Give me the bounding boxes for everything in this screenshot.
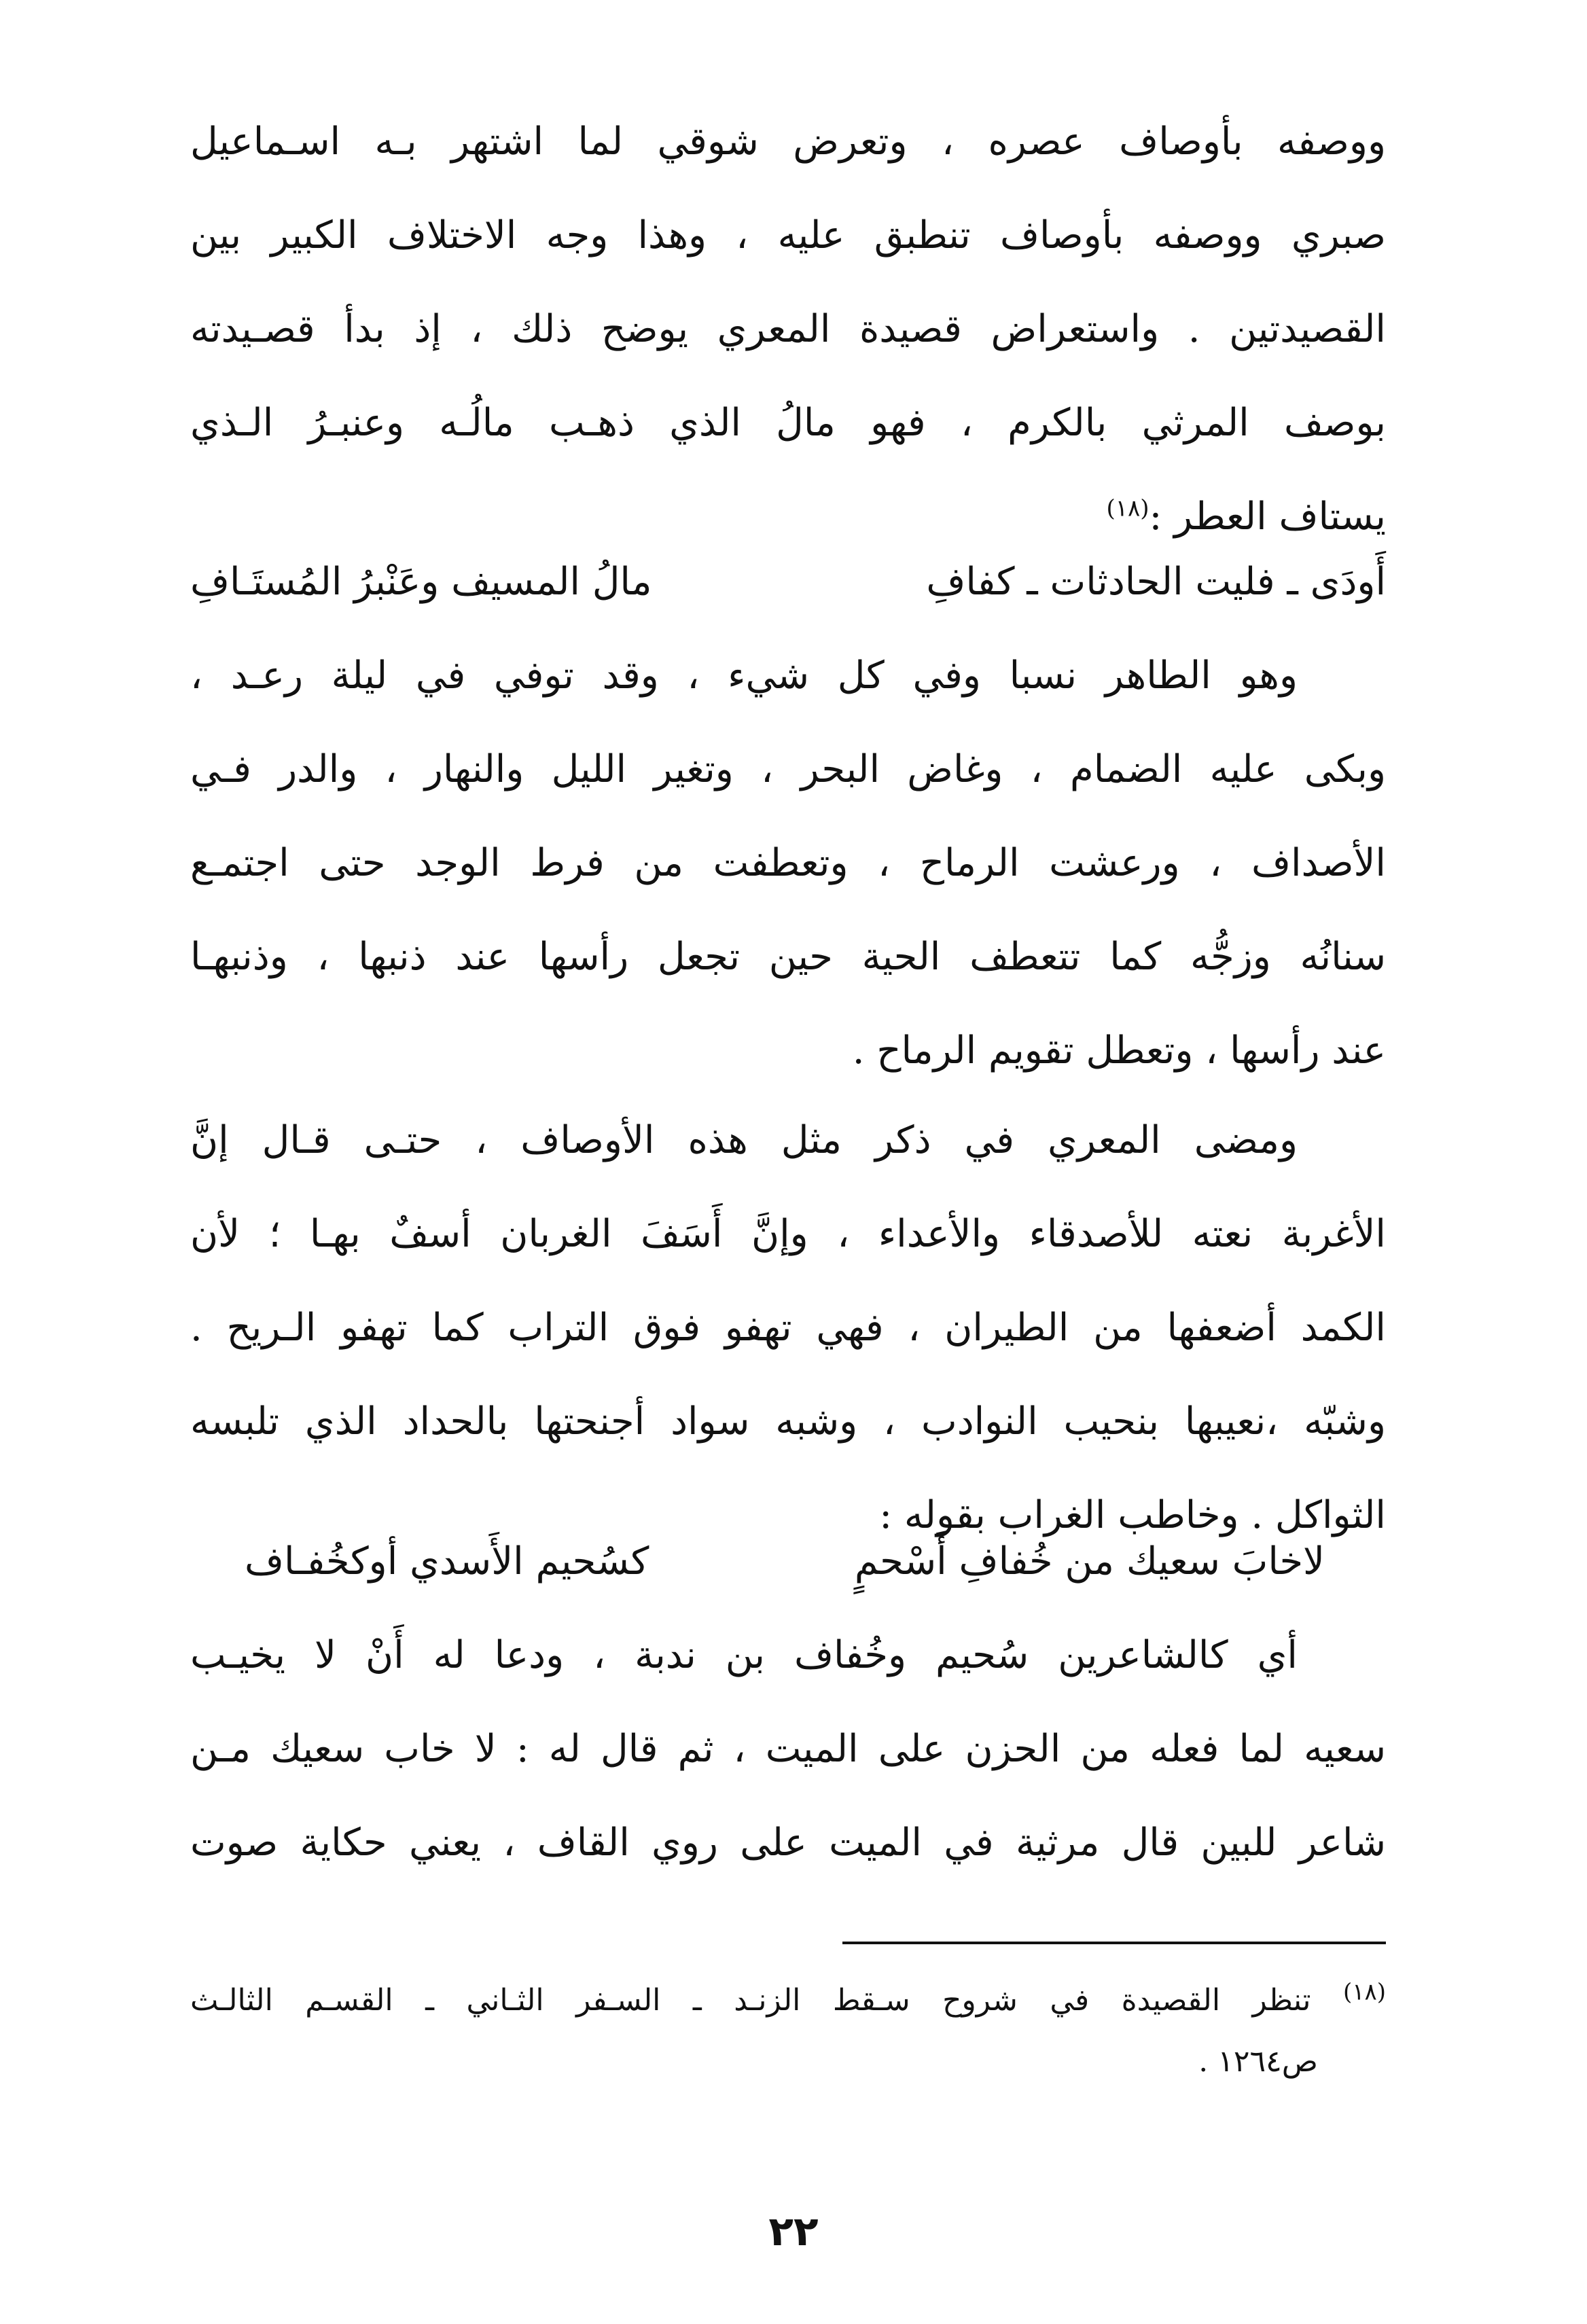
footnote-line-1 (190, 1970, 1386, 2031)
verse-1 (190, 535, 1386, 629)
verse-2-first-hemistich: لاخابَ سعيك من خُفافِ أَسْحمٍ (854, 1539, 1325, 1584)
paragraph-3-line-3: الكمد أضعفها من الطيران ، فهي تهفو فوق التراب كما تهفو الـريح . (190, 1306, 1386, 1350)
verse-2 (190, 1515, 1386, 1609)
verse-1-line (190, 535, 1386, 629)
paragraph-1-line-4: بوصف المرثي بالكرم ، فهو مالُ الذي ذهـب مالُـه وعنبـرُ الـذي (190, 401, 1386, 445)
verse-2-line (190, 1515, 1386, 1609)
paragraph-2-line-1: وهو الطاهر نسبا وفي كل شيء ، وقد توفي في ليلة رعـد ، (190, 654, 1298, 698)
paragraph-4-line-1: أي كالشاعرين سُحيم وخُفاف بن ندبة ، ودعا له أَنْ لا يخيـب (190, 1633, 1298, 1677)
paragraph-2-line-3: الأصداف ، ورعشت الرماح ، وتعطفت من فرط الوجد حتى اجتمـع (190, 841, 1386, 885)
footnote-text: تنظر القصيدة في شروح سـقط الزنـد ـ السـفر الثـاني ـ القسـم الثالـث (190, 1983, 1311, 2018)
verse-1-first-hemistich: أَودَى ـ فليت الحادثات ـ كفافِ (926, 560, 1386, 604)
paragraph-4 (190, 1609, 1386, 1890)
paragraph-3-line-4: وشبّه ،نعيبها بنحيب النوادب ، وشبه سواد أجنحتها بالحداد الذي تلبسه (190, 1399, 1386, 1444)
paragraph-3-line-2: الأغربة نعته للأصدقاء والأعداء ، وإنَّ أَسَفَ الغربان أسفٌ بهـا ؛ لأن (190, 1212, 1386, 1256)
paragraph-2-line-4: سنانُه وزجُّه كما تتعطف الحية حين تجعل رأسها عند ذنبها ، وذنبهـا (190, 935, 1386, 979)
page-number: ٢٢ (768, 2208, 819, 2255)
paragraph-3-line-1: ومضى المعري في ذكر مثل هذه الأوصاف ، حتـى قـال إنَّ (190, 1118, 1298, 1162)
footnote-line-2: ص١٢٦٤ . (1198, 2044, 1318, 2079)
paragraph-1-line-1: ووصفه بأوصاف عصره ، وتعرض شوقي لما اشتهر بـه اسـماعيل (190, 120, 1386, 164)
paragraph-4-line-3: شاعر للبين قال مرثية في الميت على روي القاف ، يعني حكاية صوت (190, 1821, 1386, 1865)
paragraph-1-line-5-text: يستاف العطر : (1149, 495, 1386, 539)
footnote-divider (842, 1942, 1386, 1944)
paragraph-2 (190, 629, 1386, 1098)
paragraph-1-line-3: القصيدتين . واستعراض قصيدة المعري يوضح ذلك ، إذ بدأ قصـيدته (190, 307, 1386, 351)
paragraph-2-line-5: عند رأسها ، وتعطل تقويم الرماح . (852, 1029, 1386, 1073)
verse-1-second-hemistich: مالُ المسيف وعَنْبرُ المُستَـافِ (190, 560, 652, 604)
paragraph-3-line-5: الثواكل . وخاطب الغراب بقوله : (879, 1493, 1386, 1537)
footnote-reference: (١٨) (1106, 495, 1149, 522)
verse-2-second-hemistich: كسُحيم الأَسدي أوكخُفـاف (245, 1539, 649, 1584)
paragraph-3 (190, 1094, 1386, 1562)
footnote-marker: (١٨) (1342, 1978, 1386, 2006)
paragraph-2-line-2: وبكى عليه الضمام ، وغاض البحر ، وتغير الليل والنهار ، والدر فـي (190, 747, 1386, 791)
paragraph-4-line-2: سعيه لما فعله من الحزن على الميت ، ثم قال له : لا خاب سعيك مـن (190, 1727, 1386, 1771)
paragraph-1 (190, 95, 1386, 564)
paragraph-1-line-2: صبري ووصفه بأوصاف تنطبق عليه ، وهذا وجه الاختلاف الكبير بين (190, 213, 1386, 257)
